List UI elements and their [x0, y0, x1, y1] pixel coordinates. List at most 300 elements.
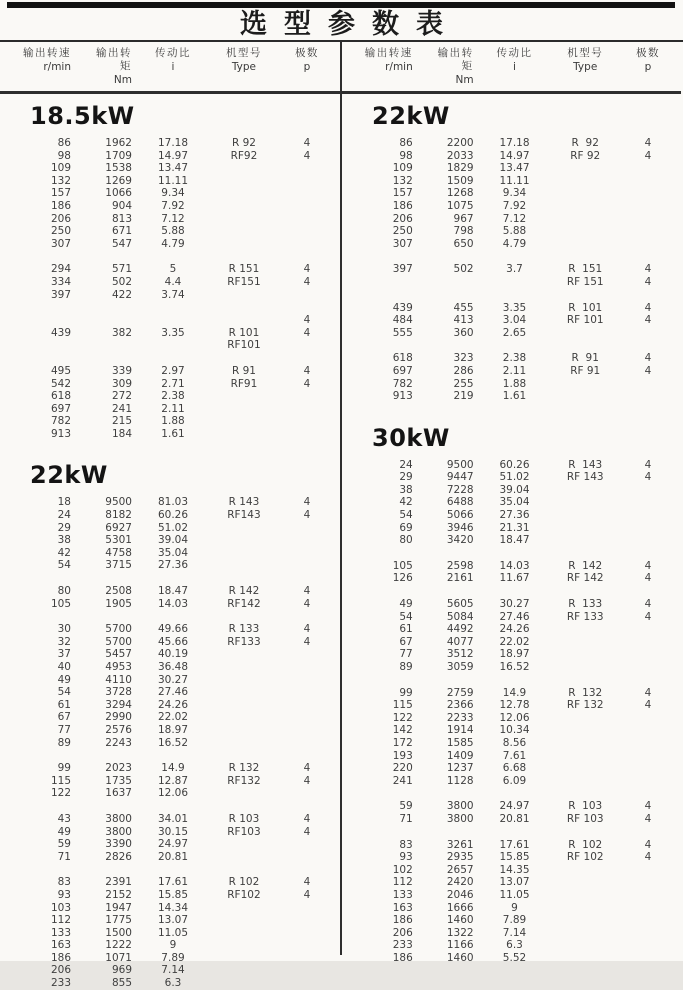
output-speed-cell: 83	[399, 838, 413, 851]
table-row	[0, 699, 340, 712]
table-row	[0, 737, 340, 750]
poles-cell	[284, 902, 340, 915]
table-row	[342, 800, 681, 813]
output-speed-cell: 697	[50, 402, 71, 415]
output-torque-cell: 5700	[105, 623, 132, 636]
output-speed-cell: 206	[392, 212, 413, 225]
output-torque-cell: 1460	[446, 951, 474, 964]
table-row	[342, 213, 681, 226]
model-type-cell	[204, 674, 284, 687]
model-type-cell: R 132	[228, 762, 260, 775]
output-speed-cell: 233	[50, 977, 71, 990]
ratio-cell: 2.38	[502, 352, 527, 365]
output-speed-cell: 71	[399, 812, 413, 825]
table-row	[342, 534, 681, 547]
header-label: 输出转速	[23, 47, 71, 59]
model-type-cell: RF 133	[566, 610, 604, 623]
table-row	[0, 200, 340, 213]
output-speed-cell: 334	[50, 275, 71, 288]
table-row	[342, 775, 681, 788]
output-torque-cell: 184	[111, 427, 132, 440]
poles-cell: 4	[644, 352, 652, 365]
header-cell	[204, 47, 284, 88]
output-torque-cell: 1735	[105, 774, 132, 787]
poles-cell: 4	[644, 610, 652, 623]
output-speed-cell: 83	[57, 876, 71, 889]
table-row	[0, 213, 340, 226]
table-row	[342, 902, 681, 915]
ratio-cell: 24.26	[157, 698, 189, 711]
output-speed-cell: 163	[50, 939, 71, 952]
ratio-cell	[478, 276, 546, 289]
table-row	[342, 737, 681, 750]
output-torque-cell: 219	[453, 390, 474, 403]
output-speed-cell: 115	[50, 774, 71, 787]
output-torque-cell: 2233	[446, 711, 474, 724]
model-type-cell	[204, 200, 284, 213]
output-speed-cell: 37	[57, 648, 71, 661]
table-row	[0, 339, 340, 352]
ratio-cell: 14.34	[157, 901, 189, 914]
model-type-cell	[545, 200, 625, 213]
table-row	[342, 560, 681, 573]
model-type-cell	[545, 496, 625, 509]
poles-cell: 4	[644, 800, 652, 813]
output-torque-cell: 3512	[446, 648, 474, 661]
ratio-cell: 3.35	[161, 326, 185, 339]
table-row	[0, 826, 340, 839]
model-type-cell	[204, 939, 284, 952]
output-speed-cell: 77	[399, 648, 413, 661]
output-torque-cell: 339	[111, 364, 132, 377]
output-speed-cell: 49	[399, 598, 413, 611]
header-unit: i	[171, 61, 175, 73]
poles-cell: 4	[303, 812, 311, 825]
poles-cell	[625, 724, 681, 737]
output-torque-cell: 1237	[446, 762, 474, 775]
output-torque-cell: 1222	[105, 939, 132, 952]
poles-cell	[284, 686, 340, 699]
ratio-cell: 13.07	[157, 914, 189, 927]
output-speed-cell: 206	[392, 926, 413, 939]
table-row	[342, 496, 681, 509]
ratio-cell: 6.68	[502, 762, 527, 775]
table-row	[342, 390, 681, 403]
output-torque-cell: 650	[453, 237, 474, 250]
model-type-cell	[545, 927, 625, 940]
output-torque-cell: 5084	[446, 610, 474, 623]
ratio-cell: 27.46	[499, 610, 530, 623]
output-torque-cell: 215	[111, 415, 132, 428]
output-torque-cell: 2508	[105, 585, 132, 598]
model-type-cell	[204, 289, 284, 302]
ratio-cell: 20.81	[157, 850, 189, 863]
poles-cell	[625, 661, 681, 674]
table-row	[0, 889, 340, 902]
poles-cell	[284, 724, 340, 737]
table-row	[342, 225, 681, 238]
model-type-cell: RF101	[227, 339, 261, 352]
table-row	[342, 839, 681, 852]
model-type-cell	[204, 914, 284, 927]
model-type-cell: RF 103	[566, 812, 604, 825]
header-label: 极数	[294, 47, 319, 59]
ratio-cell: 24.97	[157, 838, 189, 851]
ratio-cell: 24.26	[499, 623, 530, 636]
ratio-cell: 34.01	[157, 812, 189, 825]
output-speed-cell: 126	[392, 572, 413, 585]
output-torque-cell: 1914	[446, 724, 474, 737]
header-label: 传动比	[155, 47, 191, 59]
poles-cell: 4	[644, 137, 652, 149]
output-speed-cell: 495	[50, 364, 71, 377]
model-type-cell: RF 142	[566, 572, 604, 585]
model-type-cell	[204, 534, 284, 547]
poles-cell	[625, 952, 681, 965]
output-torque-cell: 2023	[105, 762, 132, 775]
header-unit: Type	[231, 61, 256, 73]
output-torque-cell: 2366	[446, 699, 474, 712]
poles-cell	[284, 175, 340, 188]
output-torque-cell: 2033	[446, 149, 474, 162]
output-speed-cell	[0, 339, 85, 352]
ratio-cell: 16.52	[157, 736, 189, 749]
model-type-cell	[204, 711, 284, 724]
ratio-cell: 11.11	[157, 174, 189, 187]
output-speed-cell: 250	[50, 225, 71, 238]
model-type-cell	[545, 724, 625, 737]
poles-cell: 4	[303, 137, 311, 149]
poles-cell	[284, 914, 340, 927]
output-speed-cell: 186	[392, 914, 413, 927]
ratio-cell: 4.79	[161, 237, 185, 250]
poles-cell	[625, 864, 681, 877]
poles-cell	[625, 534, 681, 547]
model-type-cell	[545, 876, 625, 889]
ratio-cell: 39.04	[499, 483, 530, 496]
poles-cell: 4	[303, 314, 311, 327]
ratio-cell: 30.27	[499, 598, 530, 611]
ratio-cell: 7.89	[502, 914, 527, 927]
model-type-cell: R 102	[228, 876, 260, 889]
model-type-cell: R 143	[228, 496, 260, 509]
ratio-cell: 17.18	[157, 137, 189, 149]
ratio-cell: 14.9	[161, 762, 185, 775]
output-speed-cell: 105	[50, 597, 71, 610]
ratio-cell: 20.81	[499, 812, 530, 825]
output-torque-cell: 1460	[446, 914, 474, 927]
model-type-cell	[545, 648, 625, 661]
ratio-cell: 4.4	[164, 275, 182, 288]
table-row	[342, 661, 681, 674]
output-torque-cell: 2657	[446, 863, 474, 876]
table-row	[0, 522, 340, 535]
model-type-cell: R 133	[568, 598, 603, 611]
ratio-cell: 13.47	[157, 162, 189, 175]
ratio-cell: 11.67	[499, 572, 530, 585]
output-speed-cell: 157	[50, 187, 71, 200]
ratio-cell: 6.3	[164, 977, 182, 990]
row-group	[0, 137, 340, 250]
row-group	[0, 762, 340, 800]
output-torque-cell: 9500	[446, 458, 474, 471]
poles-cell	[625, 712, 681, 725]
output-torque-cell: 1071	[105, 951, 132, 964]
table-row	[0, 162, 340, 175]
output-torque-cell: 3294	[105, 698, 132, 711]
output-torque-cell: 255	[453, 377, 474, 390]
output-speed-cell: 30	[57, 623, 71, 636]
model-type-cell: R 142	[568, 559, 603, 572]
header-unit: r/min	[43, 61, 71, 73]
poles-cell	[284, 851, 340, 864]
model-type-cell: RF103	[227, 825, 261, 838]
table-columns	[0, 42, 683, 990]
ratio-cell: 12.06	[157, 787, 189, 800]
table-row	[0, 137, 340, 150]
output-torque-cell: 1500	[105, 926, 132, 939]
output-torque-cell: 904	[111, 199, 132, 212]
table-row	[0, 559, 340, 572]
output-torque-cell: 5301	[105, 534, 132, 547]
poles-cell	[284, 952, 340, 965]
model-type-cell	[545, 162, 625, 175]
table-row	[342, 927, 681, 940]
ratio-cell: 7.61	[502, 749, 527, 762]
ratio-cell: 11.05	[157, 926, 189, 939]
row-group	[342, 459, 681, 547]
output-torque-cell	[85, 314, 136, 327]
table-row	[342, 623, 681, 636]
ratio-cell: 49.66	[157, 623, 189, 636]
table-half-left	[0, 42, 340, 990]
output-speed-cell: 109	[392, 162, 413, 175]
output-torque-cell: 2576	[105, 723, 132, 736]
output-speed-cell: 99	[399, 686, 413, 699]
ratio-cell: 5.88	[161, 225, 185, 238]
ratio-cell: 9.34	[502, 187, 527, 200]
poles-cell	[625, 927, 681, 940]
table-half-right	[340, 42, 681, 964]
table-row	[0, 534, 340, 547]
model-type-cell	[204, 403, 284, 416]
header-unit: Type	[573, 61, 598, 73]
model-type-cell	[545, 762, 625, 775]
ratio-cell: 81.03	[157, 496, 189, 509]
ratio-cell: 1.88	[161, 415, 185, 428]
poles-cell	[284, 428, 340, 441]
table-row	[342, 327, 681, 340]
table-row	[0, 150, 340, 163]
model-type-cell: RF102	[227, 888, 261, 901]
poles-cell: 4	[303, 496, 311, 509]
model-type-cell	[204, 977, 284, 990]
poles-cell	[625, 484, 681, 497]
header-unit: r/min	[385, 61, 413, 73]
table-row	[0, 787, 340, 800]
table-row	[0, 276, 340, 289]
ratio-cell: 51.02	[499, 471, 530, 484]
output-speed-cell: 193	[392, 749, 413, 762]
row-group	[342, 687, 681, 788]
ratio-cell: 35.04	[499, 496, 530, 509]
output-torque-cell: 2759	[446, 686, 474, 699]
poles-cell	[284, 977, 340, 990]
output-speed-cell: 172	[392, 736, 413, 749]
model-type-cell	[545, 484, 625, 497]
table-row	[0, 964, 340, 977]
poles-cell	[284, 559, 340, 572]
output-speed-cell: 206	[50, 964, 71, 977]
poles-cell: 4	[303, 149, 311, 162]
top-border-bar	[7, 2, 675, 8]
model-type-cell: RF 92	[570, 149, 601, 162]
model-type-cell: RF151	[227, 275, 261, 288]
poles-cell: 4	[303, 635, 311, 648]
row-group	[0, 623, 340, 749]
model-type-cell	[204, 238, 284, 251]
output-speed-cell: 18	[57, 496, 71, 509]
poles-cell	[284, 403, 340, 416]
poles-cell: 4	[303, 509, 311, 522]
model-type-cell	[545, 378, 625, 391]
output-speed-cell: 307	[392, 237, 413, 250]
poles-cell: 4	[303, 876, 311, 889]
model-type-cell	[204, 648, 284, 661]
table-row	[342, 598, 681, 611]
model-type-cell: R 101	[228, 326, 260, 339]
output-torque-cell	[85, 339, 136, 352]
table-row	[0, 263, 340, 276]
poles-cell	[284, 390, 340, 403]
ratio-cell: 12.78	[499, 699, 530, 712]
output-speed-cell: 54	[57, 686, 71, 699]
output-speed-cell: 142	[392, 724, 413, 737]
model-type-cell	[204, 390, 284, 403]
poles-cell: 4	[303, 275, 311, 288]
ratio-cell: 7.92	[502, 199, 527, 212]
poles-cell: 4	[303, 888, 311, 901]
table-row	[0, 238, 340, 251]
model-type-cell: R 102	[568, 838, 603, 851]
table-row	[0, 686, 340, 699]
row-group	[342, 352, 681, 402]
ratio-cell: 6.09	[502, 774, 527, 787]
output-torque-cell: 3420	[446, 534, 474, 547]
ratio-cell: 9	[169, 939, 177, 952]
output-speed-cell: 42	[57, 546, 71, 559]
output-speed-cell: 29	[399, 471, 413, 484]
ratio-cell: 60.26	[157, 509, 189, 522]
header-label: 输出转矩	[437, 47, 474, 72]
output-speed-cell: 99	[57, 762, 71, 775]
table-row	[0, 365, 340, 378]
output-speed-cell: 103	[50, 901, 71, 914]
output-torque-cell: 4953	[105, 661, 132, 673]
output-torque-cell: 4077	[446, 635, 474, 648]
poles-cell	[284, 547, 340, 560]
poles-cell: 4	[303, 774, 311, 787]
poles-cell	[625, 775, 681, 788]
header-cell	[284, 47, 340, 88]
output-torque-cell: 9447	[446, 471, 474, 484]
model-type-cell: R 92	[231, 137, 256, 149]
poles-cell: 4	[303, 762, 311, 775]
output-torque-cell: 323	[453, 352, 474, 365]
output-torque-cell: 1666	[446, 901, 474, 914]
model-type-cell	[545, 187, 625, 200]
table-row	[342, 939, 681, 952]
output-torque-cell: 6488	[446, 496, 474, 509]
poles-cell	[284, 661, 340, 674]
poles-cell: 4	[644, 263, 652, 276]
row-group	[0, 365, 340, 441]
output-speed-cell: 186	[392, 199, 413, 212]
output-torque-cell: 1947	[105, 901, 132, 914]
output-speed-cell: 241	[392, 774, 413, 787]
model-type-cell: RF133	[227, 635, 261, 648]
poles-cell: 4	[644, 598, 652, 611]
poles-cell	[284, 737, 340, 750]
output-speed-cell: 132	[50, 174, 71, 187]
model-type-cell	[545, 914, 625, 927]
model-type-cell	[204, 559, 284, 572]
model-type-cell	[545, 737, 625, 750]
poles-cell: 4	[303, 263, 311, 276]
model-type-cell	[204, 964, 284, 977]
poles-cell	[625, 162, 681, 175]
table-row	[0, 838, 340, 851]
ratio-cell: 9	[511, 901, 518, 914]
ratio-cell: 14.03	[157, 597, 189, 610]
table-row	[342, 352, 681, 365]
output-speed-cell: 59	[399, 800, 413, 813]
output-speed-cell: 913	[50, 427, 71, 440]
output-speed-cell: 782	[392, 377, 413, 390]
output-torque-cell: 1637	[105, 787, 132, 800]
output-torque-cell: 3800	[446, 800, 474, 813]
output-speed-cell: 112	[50, 914, 71, 927]
ratio-cell: 14.9	[502, 686, 527, 699]
model-type-cell	[204, 225, 284, 238]
header-cell	[0, 47, 85, 88]
output-speed-cell: 122	[50, 787, 71, 800]
table-row	[342, 509, 681, 522]
model-type-cell: RF 91	[570, 364, 601, 377]
model-type-cell	[204, 851, 284, 864]
output-torque-cell: 241	[111, 402, 132, 415]
ratio-cell: 12.06	[499, 711, 530, 724]
ratio-cell: 3.35	[502, 301, 527, 314]
model-type-cell	[204, 699, 284, 712]
model-type-cell	[545, 238, 625, 251]
output-speed-cell: 49	[57, 825, 71, 838]
table-row	[0, 225, 340, 238]
ratio-cell: 2.97	[161, 364, 185, 377]
poles-cell: 4	[303, 585, 311, 598]
row-group	[0, 263, 340, 301]
poles-cell	[625, 238, 681, 251]
header-unit: Nm	[113, 74, 132, 86]
ratio-cell: 11.05	[499, 888, 530, 901]
poles-cell	[284, 939, 340, 952]
output-torque-cell: 2935	[446, 851, 474, 864]
poles-cell	[625, 200, 681, 213]
output-torque-cell: 5605	[446, 598, 474, 611]
ratio-cell: 51.02	[157, 521, 189, 534]
table-row	[342, 851, 681, 864]
output-speed-cell: 40	[57, 661, 71, 673]
